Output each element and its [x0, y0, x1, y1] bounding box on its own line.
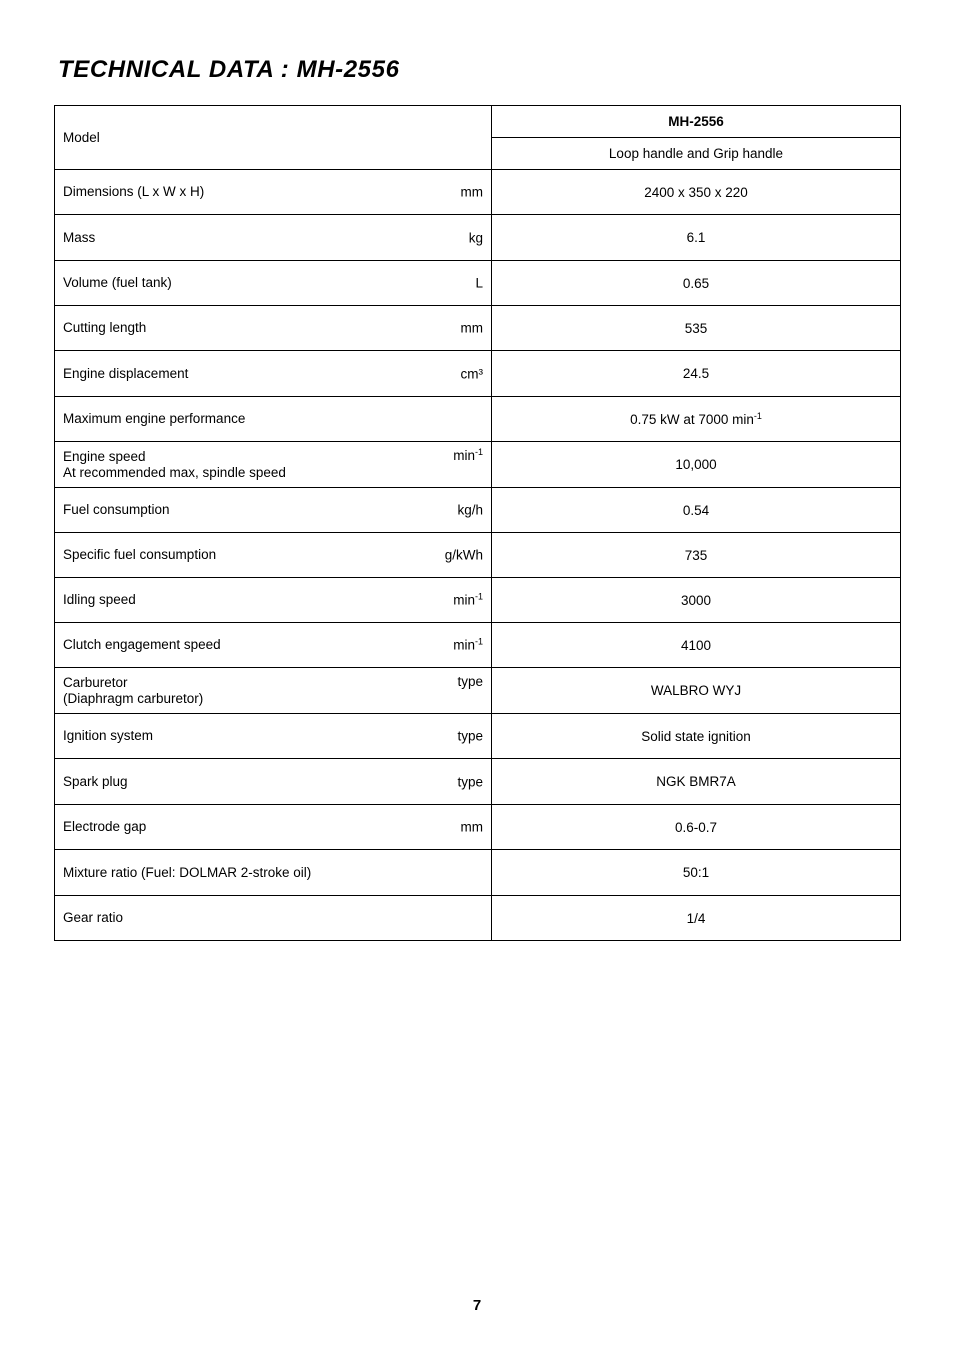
spec-unit-text: type — [457, 728, 483, 744]
spec-value: 2400 x 350 x 220 — [644, 184, 748, 200]
spec-unit — [445, 548, 483, 563]
table-row — [55, 850, 901, 896]
spec-unit — [461, 820, 484, 835]
spec-value-superscript: -1 — [753, 410, 762, 421]
table-row — [55, 215, 901, 261]
spec-unit — [457, 503, 483, 518]
spec-unit-text: min — [453, 637, 475, 653]
spec-label: Mixture ratio (Fuel: DOLMAR 2-stroke oil) — [63, 864, 312, 880]
spec-label: Volume (fuel tank) — [63, 275, 172, 290]
table-row — [55, 714, 901, 759]
spec-value-cell — [492, 306, 901, 351]
table-row — [55, 578, 901, 623]
spec-label: Cutting length — [63, 320, 147, 335]
spec-value-cell — [492, 533, 901, 578]
page-number: 7 — [472, 1297, 482, 1314]
spec-value-cell — [492, 215, 901, 261]
spec-label-cell — [55, 623, 492, 668]
spec-value: 0.6-0.7 — [674, 819, 718, 835]
spec-label: Spark plug — [63, 773, 128, 789]
spec-unit — [461, 185, 484, 200]
table-row — [55, 896, 901, 941]
model-name: MH-2556 — [492, 106, 901, 138]
spec-value-cell — [492, 759, 901, 805]
spec-label-cell — [55, 215, 492, 261]
table-row — [55, 170, 901, 215]
spec-unit — [457, 729, 483, 744]
spec-label: Dimensions (L x W x H) — [63, 184, 205, 199]
spec-label: Ignition system — [63, 728, 154, 743]
spec-value: WALBRO WYJ — [650, 683, 742, 698]
spec-label: Fuel consumption — [63, 502, 170, 517]
spec-unit — [469, 230, 483, 245]
model-variant: Loop handle and Grip handle — [492, 138, 901, 170]
spec-label-cell — [55, 850, 492, 896]
spec-label-cell — [55, 578, 492, 623]
spec-unit-text: min — [453, 448, 475, 463]
spec-value: 0.54 — [682, 502, 710, 518]
spec-unit — [475, 276, 483, 291]
page-title: TECHNICAL DATA : MH-2556 — [58, 56, 400, 83]
spec-label-cell — [55, 714, 492, 759]
spec-label-cell — [55, 533, 492, 578]
spec-label-cell — [55, 397, 492, 442]
spec-label-cell — [55, 442, 492, 488]
spec-rows — [55, 170, 901, 941]
spec-value-cell — [492, 668, 901, 714]
spec-label-cell — [55, 351, 492, 397]
spec-value-cell — [492, 442, 901, 488]
spec-value-cell — [492, 896, 901, 941]
table-row — [55, 805, 901, 850]
spec-value: 535 — [684, 320, 708, 336]
table-row — [55, 668, 901, 714]
spec-label: Mass — [63, 229, 96, 245]
spec-value: 0.65 — [682, 275, 710, 291]
spec-label: Specific fuel consumption — [63, 547, 217, 562]
spec-unit-text: min — [453, 592, 475, 608]
spec-unit-text: mm — [460, 819, 483, 835]
spec-unit-text: kg/h — [457, 502, 483, 518]
table-row — [55, 533, 901, 578]
model-label: Model — [63, 129, 100, 145]
spec-unit — [461, 321, 484, 336]
spec-value-cell — [492, 623, 901, 668]
spec-label: Gear ratio — [63, 910, 124, 925]
spec-value: Solid state ignition — [641, 728, 751, 744]
spec-unit-text: cm³ — [460, 366, 483, 381]
spec-label-cell — [55, 759, 492, 805]
spec-label-cell — [55, 170, 492, 215]
spec-label: Clutch engagement speed — [63, 637, 221, 652]
table-row — [55, 397, 901, 442]
spec-unit — [457, 774, 483, 789]
spec-label-cell — [55, 306, 492, 351]
spec-value: 735 — [684, 547, 708, 563]
table-row — [55, 306, 901, 351]
spec-value-cell — [492, 714, 901, 759]
spec-value-cell — [492, 805, 901, 850]
table-row — [55, 261, 901, 306]
spec-unit — [461, 366, 484, 381]
spec-value: 1/4 — [686, 910, 706, 926]
spec-label-secondary: (Diaphragm carburetor) — [63, 690, 204, 706]
spec-value-cell — [492, 261, 901, 306]
spec-value: 24.5 — [682, 366, 710, 381]
spec-label: Carburetor — [63, 674, 128, 690]
model-label-cell — [55, 106, 492, 170]
spec-unit-superscript: -1 — [474, 591, 483, 602]
spec-label: Idling speed — [63, 592, 136, 607]
spec-value: 3000 — [680, 592, 712, 608]
table-row — [55, 442, 901, 488]
spec-label-cell — [55, 488, 492, 533]
spec-unit-superscript: -1 — [474, 447, 483, 457]
table-row — [55, 623, 901, 668]
spec-value-cell — [492, 488, 901, 533]
spec-value: 4100 — [680, 637, 712, 653]
spec-value-cell — [492, 850, 901, 896]
spec-label: Electrode gap — [63, 819, 147, 834]
spec-unit-text: g/kWh — [444, 547, 483, 563]
spec-value: NGK BMR7A — [656, 774, 736, 789]
spec-unit — [453, 593, 483, 608]
spec-unit-text: L — [475, 275, 483, 291]
spec-label-cell — [55, 261, 492, 306]
technical-data-table — [54, 105, 901, 941]
spec-unit-text: type — [457, 774, 483, 789]
spec-label-secondary: At recommended max, spindle speed — [63, 464, 286, 480]
spec-label-cell — [55, 805, 492, 850]
spec-label-cell — [55, 668, 492, 714]
table-row — [55, 488, 901, 533]
spec-unit — [453, 448, 483, 463]
spec-unit-text: mm — [460, 184, 483, 200]
spec-unit — [457, 674, 483, 689]
spec-value-cell — [492, 351, 901, 397]
spec-label: Engine displacement — [63, 365, 189, 381]
spec-value: 10,000 — [675, 457, 717, 472]
spec-label: Maximum engine performance — [63, 411, 246, 426]
spec-unit-text: kg — [468, 230, 483, 245]
spec-value: 50:1 — [682, 865, 710, 880]
spec-unit-text: mm — [460, 320, 483, 336]
spec-label-cell — [55, 896, 492, 941]
spec-value-cell — [492, 397, 901, 442]
table-row — [55, 351, 901, 397]
spec-unit — [453, 638, 483, 653]
spec-unit-text: type — [457, 674, 483, 689]
spec-value-cell — [492, 170, 901, 215]
spec-value-cell — [492, 578, 901, 623]
spec-unit-superscript: -1 — [474, 636, 483, 647]
table-row — [55, 759, 901, 805]
spec-value: 0.75 kW at 7000 min — [630, 411, 754, 427]
spec-label: Engine speed — [63, 448, 146, 464]
spec-value: 6.1 — [686, 230, 706, 245]
